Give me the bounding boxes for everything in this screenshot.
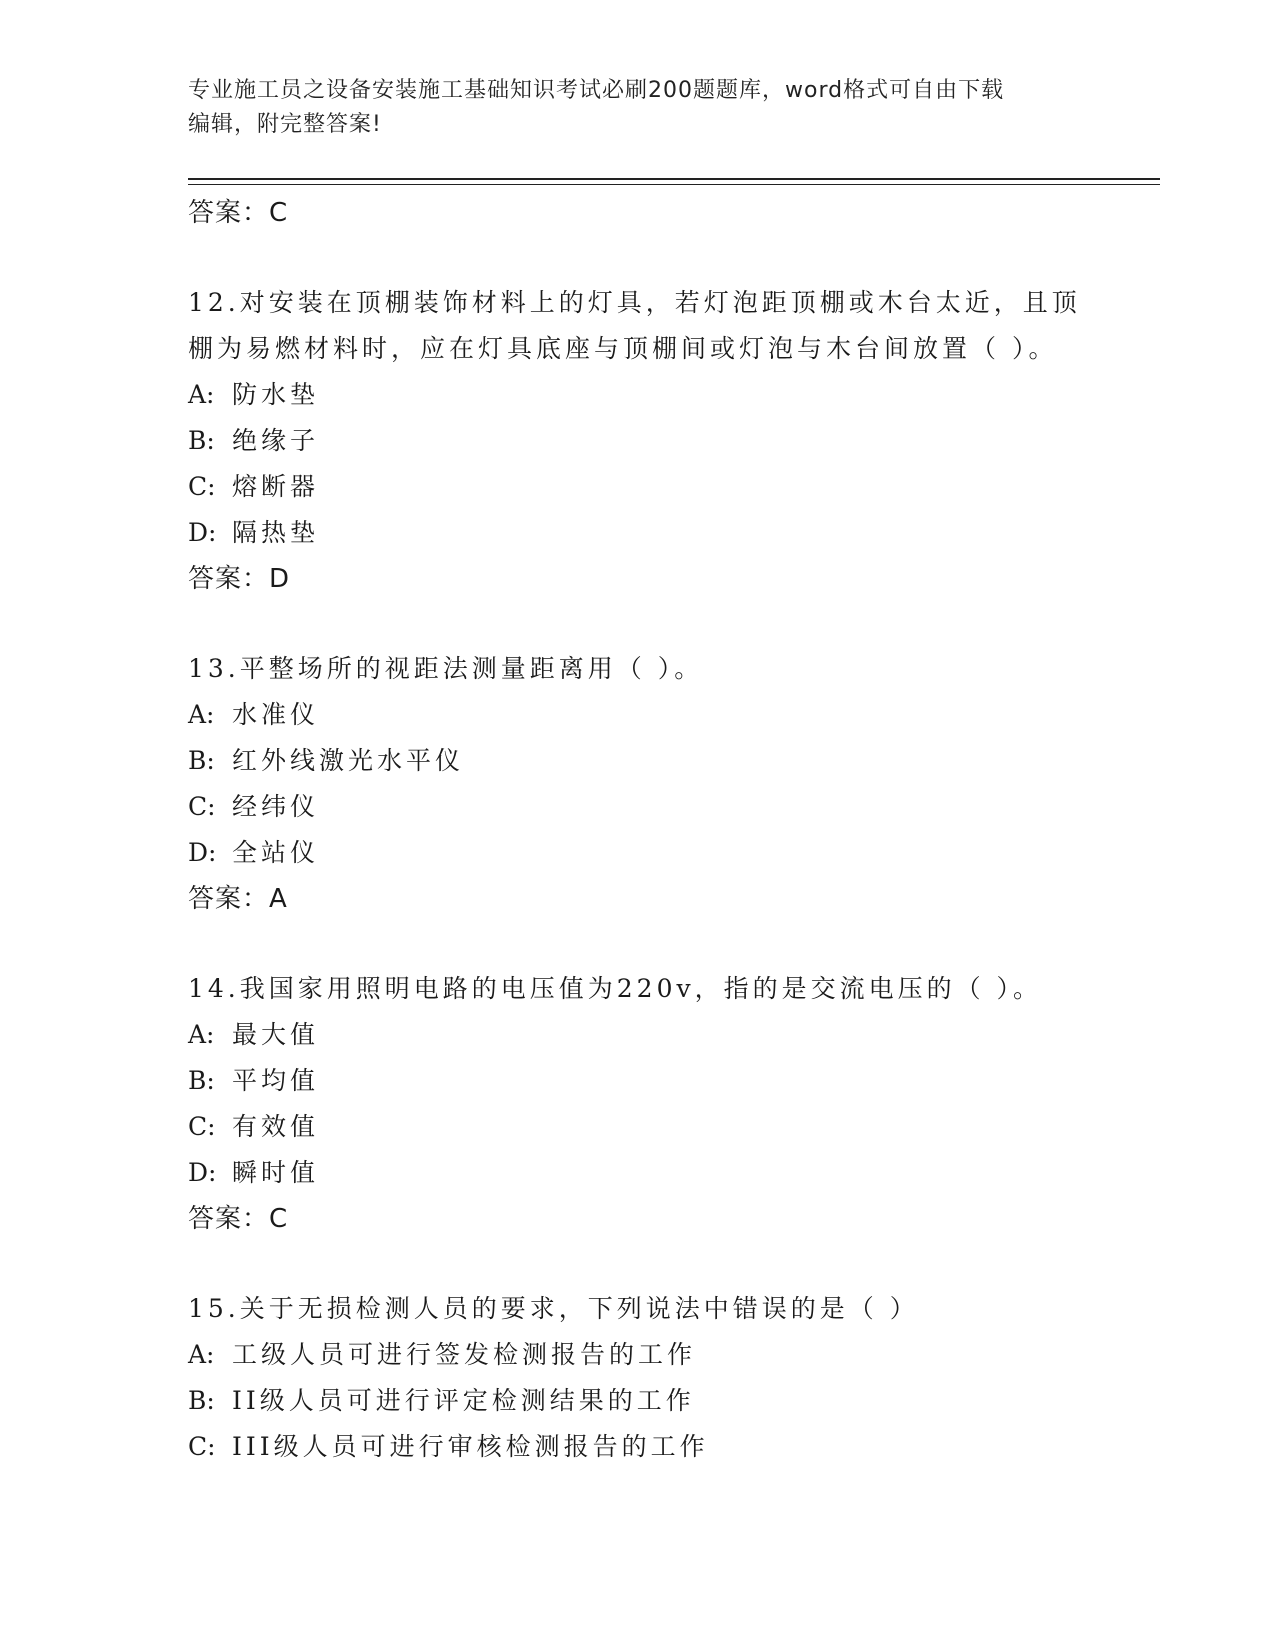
option-c [188, 464, 1148, 510]
option-a [188, 692, 1148, 738]
option-text: 红外线激光水平仪 [232, 746, 465, 775]
option-text: III级人员可进行审核检测报告的工作 [232, 1432, 709, 1461]
option-letter: A: [188, 1020, 215, 1049]
option-d [188, 510, 1148, 556]
spacer [188, 236, 1148, 280]
option-a [188, 1332, 1148, 1378]
question-15 [188, 1286, 1148, 1470]
option-letter: A: [188, 380, 215, 409]
question-list [188, 190, 1148, 1470]
question-text [188, 966, 1148, 1012]
option-c [188, 1104, 1148, 1150]
option-letter: C: [188, 472, 216, 501]
option-text: 防水垫 [232, 380, 320, 409]
option-b [188, 738, 1148, 784]
option-text: 瞬时值 [232, 1158, 320, 1187]
option-a [188, 1012, 1148, 1058]
option-text: 全站仪 [232, 838, 320, 867]
question-text [188, 1286, 1148, 1332]
option-d [188, 1150, 1148, 1196]
option-letter: B: [188, 426, 215, 455]
option-a [188, 372, 1148, 418]
option-c [188, 784, 1148, 830]
question-text [188, 646, 1148, 692]
header-divider-thick [188, 178, 1160, 180]
option-b [188, 418, 1148, 464]
option-letter: B: [188, 1386, 215, 1415]
question-text-line: 13.平整场所的视距法测量距离用（ ）。 [188, 654, 704, 683]
spacer [188, 922, 1148, 966]
option-letter: D: [188, 838, 217, 867]
option-text: II级人员可进行评定检测结果的工作 [232, 1386, 695, 1415]
option-letter: B: [188, 1066, 215, 1095]
option-text: 平均值 [232, 1066, 320, 1095]
option-text: 最大值 [232, 1020, 320, 1049]
question-text-line: 棚为易燃材料时，应在灯具底座与顶棚间或灯泡与木台间放置（ ）。 [188, 334, 1058, 363]
option-letter: D: [188, 518, 217, 547]
question-12 [188, 280, 1148, 602]
question-text-line: 14.我国家用照明电路的电压值为220v，指的是交流电压的（ ）。 [188, 974, 1043, 1003]
option-text: 有效值 [232, 1112, 320, 1141]
answer-line: 答案：D [188, 564, 291, 594]
option-letter: A: [188, 1340, 215, 1369]
document-header [188, 74, 1068, 142]
header-title-line-2: 编辑，附完整答案! [188, 112, 382, 137]
option-b [188, 1058, 1148, 1104]
answer-line: 答案：A [188, 884, 288, 914]
option-letter: A: [188, 700, 215, 729]
option-c [188, 1424, 1148, 1470]
option-letter: B: [188, 746, 215, 775]
option-d [188, 830, 1148, 876]
option-text: 隔热垫 [232, 518, 320, 547]
header-title-line-1: 专业施工员之设备安装施工基础知识考试必刷200题题库，word格式可自由下载 [188, 78, 1005, 103]
option-text: 绝缘子 [232, 426, 320, 455]
option-b [188, 1378, 1148, 1424]
option-letter: C: [188, 1112, 216, 1141]
option-text: 工级人员可进行签发检测报告的工作 [232, 1340, 697, 1369]
option-letter: D: [188, 1158, 217, 1187]
option-text: 水准仪 [232, 700, 320, 729]
option-letter: C: [188, 1432, 216, 1461]
spacer [188, 1242, 1148, 1286]
question-14 [188, 966, 1148, 1242]
header-divider-thin [188, 184, 1160, 185]
option-text: 熔断器 [232, 472, 320, 501]
question-text-line: 12.对安装在顶棚装饰材料上的灯具，若灯泡距顶棚或木台太近，且顶 [188, 288, 1081, 317]
answer-line: 答案：C [188, 198, 289, 228]
question-text-line: 15.关于无损检测人员的要求，下列说法中错误的是（ ） [188, 1294, 919, 1323]
spacer [188, 602, 1148, 646]
question-text [188, 280, 1148, 372]
option-text: 经纬仪 [232, 792, 320, 821]
answer-line: 答案：C [188, 1204, 289, 1234]
question-13 [188, 646, 1148, 922]
option-letter: C: [188, 792, 216, 821]
